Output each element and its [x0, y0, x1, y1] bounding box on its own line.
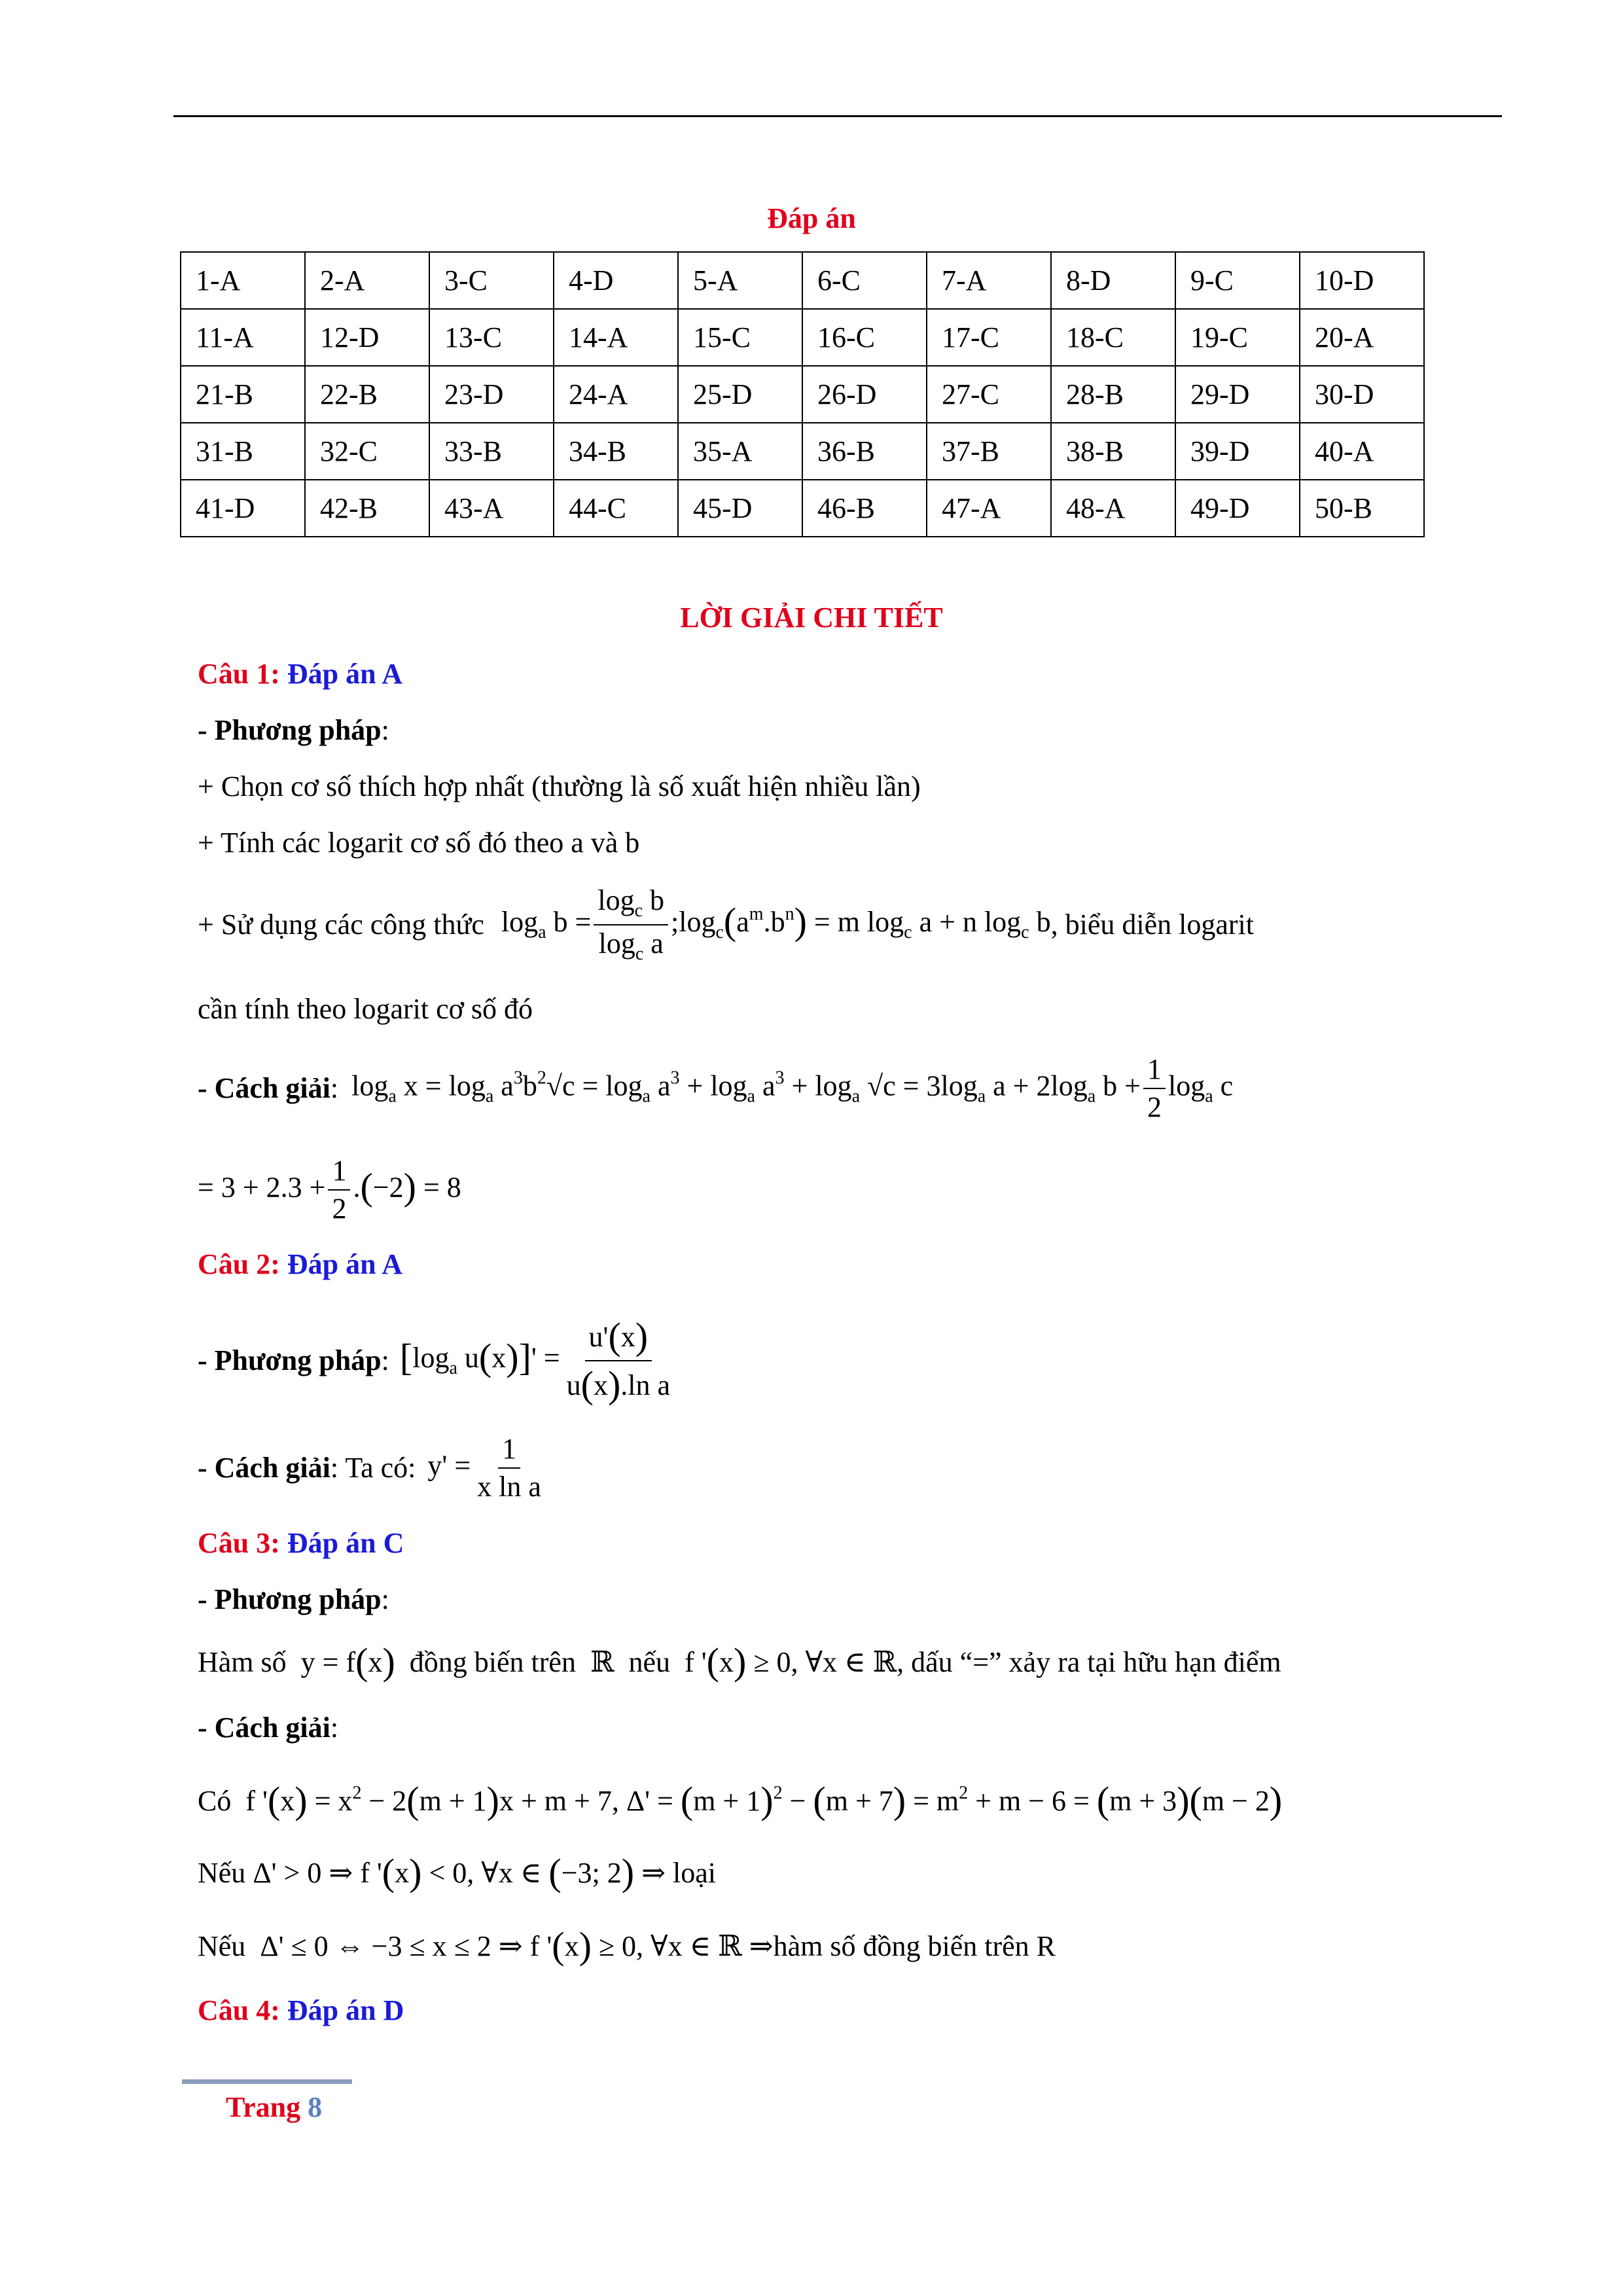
q2-solve-line: [198, 1433, 548, 1503]
answer-cell: 50-B: [1300, 480, 1424, 537]
q3-step-1: Có f '$(x) = x^2 - 2(m + 1)x + m + 7$, $\Delta' = (m + 1)^2 - (m + 7) = m^2 + m - 6 = (m + 3)(m - 2)$: [198, 1779, 1283, 1821]
answer-cell: 48-A: [1051, 480, 1175, 537]
q1-heading: [198, 660, 402, 689]
q1-step-3: [198, 885, 1254, 965]
answer-cell: 17-C: [927, 309, 1051, 366]
q4-answer: Đáp án D: [287, 1994, 404, 2026]
q1-answer: Đáp án A: [287, 658, 402, 690]
q3-step-3: Nếu Δ' ≤ 0 ⇔ −3 ≤ x ≤ 2 ⇒ f '(x) ≥ 0, ∀x ∈ ℝ ⇒hàm số đồng biến trên R: [198, 1924, 1056, 1967]
answer-cell: 2-A: [305, 252, 429, 309]
q1-method-line: [198, 716, 389, 745]
answer-cell: 8-D: [1051, 252, 1175, 309]
answer-cell: 38-B: [1051, 423, 1175, 480]
q2-heading: [198, 1250, 402, 1279]
q4-label: Câu 4:: [198, 1994, 280, 2026]
answer-cell: 11-A: [181, 309, 305, 366]
page-number: [226, 2093, 322, 2122]
answer-row: [181, 480, 1424, 537]
answer-cell: 6-C: [802, 252, 927, 309]
q1-step-3-prefix: + Sử dụng các công thức: [198, 908, 484, 941]
q1-label: Câu 1:: [198, 658, 280, 690]
q2-method-label: - Phương pháp: [198, 1344, 382, 1376]
answer-cell: 24-A: [554, 366, 678, 423]
answer-cell: 19-C: [1175, 309, 1300, 366]
answer-cell: 32-C: [305, 423, 429, 480]
q3-method-text: Hàm số y = f(x) đồng biến trên ℝ nếu f '(x) ≥ 0, ∀x ∈ ℝ, dấu “=” xảy ra tại hữu hạn điểm: [198, 1640, 1281, 1683]
answer-row: [181, 252, 1424, 309]
answer-row: [181, 423, 1424, 480]
q1-step-3-suffix: , biểu diễn logarit: [1050, 908, 1254, 941]
solution-title: LỜI GIẢI CHI TIẾT: [680, 601, 943, 634]
answer-cell: 5-A: [678, 252, 802, 309]
header-rule: [173, 115, 1502, 117]
answer-cell: 21-B: [181, 366, 305, 423]
q2-answer: Đáp án A: [287, 1248, 402, 1280]
q1-step-2: + Tính các logarit cơ số đó theo a và b: [198, 827, 640, 859]
q1-solve-formula: $\log_a x = \log_a a^3b^2√c = \log_a a^3 + \log_a a^3 + \log_a √c = 3\log_a$ $a + 2\log_a$ b + $\frac{1}{2}$ $\log_a c$: [351, 1053, 1234, 1124]
answer-cell: 40-A: [1300, 423, 1424, 480]
answer-cell: 35-A: [678, 423, 802, 480]
answer-cell: 33-B: [429, 423, 554, 480]
answer-table: [180, 251, 1425, 537]
q1-solve-label: - Cách giải: [198, 1072, 330, 1105]
answer-cell: 28-B: [1051, 366, 1175, 423]
answer-cell: 39-D: [1175, 423, 1300, 480]
answer-cell: 29-D: [1175, 366, 1300, 423]
q2-solve-text: : Ta có:: [330, 1452, 416, 1484]
q2-method-formula: [$\log_a$ u(x)]' = $\frac{u'(x)}{\text{u(x).ln a}}$: [399, 1315, 671, 1406]
q1-method-colon: :: [381, 714, 389, 746]
answer-cell: 26-D: [802, 366, 927, 423]
q3-method-label: - Phương pháp: [198, 1583, 382, 1615]
answer-cell: 18-C: [1051, 309, 1175, 366]
answer-cell: 46-B: [802, 480, 927, 537]
answer-cell: 25-D: [678, 366, 802, 423]
q2-solve-label: - Cách giải: [198, 1452, 330, 1484]
answer-cell: 41-D: [181, 480, 305, 537]
q1-solve-line: - Cách giải : $\log_a x = \log_a a^3b^2√c = \log_a a^3 + \log_a a^3 + \log_a √c = 3\log_a$ $a + 2\log_a$ b + $\frac{1}{2}$ $\log_a c$: [198, 1053, 1234, 1124]
q1-method-label: - Phương pháp: [198, 714, 382, 746]
answer-cell: 16-C: [802, 309, 927, 366]
answers-title: Đáp án: [767, 202, 856, 234]
answer-cell: 31-B: [181, 423, 305, 480]
answer-cell: 23-D: [429, 366, 554, 423]
answer-cell: 37-B: [927, 423, 1051, 480]
page-value: 8: [308, 2091, 323, 2123]
q3-heading: [198, 1529, 404, 1558]
q1-result: = 3 + 2.3 + $\frac{1}{2}$ .(−2) = 8: [198, 1155, 461, 1225]
footer-rule: [182, 2079, 352, 2084]
answer-cell: 49-D: [1175, 480, 1300, 537]
q1-formula: $\log_a b$ = $\frac{\log_c b}{\log_c a}$ $;\log_c(a^m.b^n) = m$ $\log_c a + n$ $\log_c b$: [501, 884, 1051, 964]
q3-solve-label: - Cách giải: [198, 1712, 330, 1744]
answer-row: [181, 366, 1424, 423]
answer-cell: 14-A: [554, 309, 678, 366]
answer-cell: 36-B: [802, 423, 927, 480]
q3-label: Câu 3:: [198, 1527, 280, 1559]
answer-cell: 3-C: [429, 252, 554, 309]
answer-cell: 22-B: [305, 366, 429, 423]
answer-cell: 27-C: [927, 366, 1051, 423]
answer-cell: 42-B: [305, 480, 429, 537]
answer-cell: 13-C: [429, 309, 554, 366]
q2-label: Câu 2:: [198, 1248, 280, 1280]
answer-cell: 47-A: [927, 480, 1051, 537]
answer-cell: 30-D: [1300, 366, 1424, 423]
q4-heading: [198, 1996, 404, 2025]
answer-cell: 10-D: [1300, 252, 1424, 309]
answer-cell: 1-A: [181, 252, 305, 309]
page-label: Trang: [226, 2091, 301, 2123]
answer-cell: 43-A: [429, 480, 554, 537]
answer-cell: 34-B: [554, 423, 678, 480]
q3-solve-line: - Cách giải:: [198, 1712, 339, 1744]
q1-step-1: + Chọn cơ số thích hợp nhất (thường là số xuất hiện nhiều lần): [198, 770, 921, 802]
q2-method-line: - Phương pháp : [$\log_a$ u(x)]' = $\frac{u'(x)}{\text{u(x).ln a}}$: [198, 1316, 677, 1406]
answer-cell: 9-C: [1175, 252, 1300, 309]
q3-step-2: Nếu Δ' > 0 ⇒ f '(x) < 0, ∀x ∈ (−3; 2) ⇒ loại: [198, 1851, 716, 1893]
answer-cell: 44-C: [554, 480, 678, 537]
answer-cell: 15-C: [678, 309, 802, 366]
q3-answer: Đáp án C: [287, 1527, 404, 1559]
q2-solve-formula: y' = $\frac{1}{\text{x ln a}}$: [427, 1433, 541, 1503]
answer-cell: 7-A: [927, 252, 1051, 309]
answer-cell: 4-D: [554, 252, 678, 309]
answer-cell: 45-D: [678, 480, 802, 537]
answer-row: [181, 309, 1424, 366]
q1-step-4: cần tính theo logarit cơ số đó: [198, 993, 533, 1025]
answer-cell: 20-A: [1300, 309, 1424, 366]
q3-method-line: - Phương pháp:: [198, 1583, 389, 1615]
answer-cell: 12-D: [305, 309, 429, 366]
